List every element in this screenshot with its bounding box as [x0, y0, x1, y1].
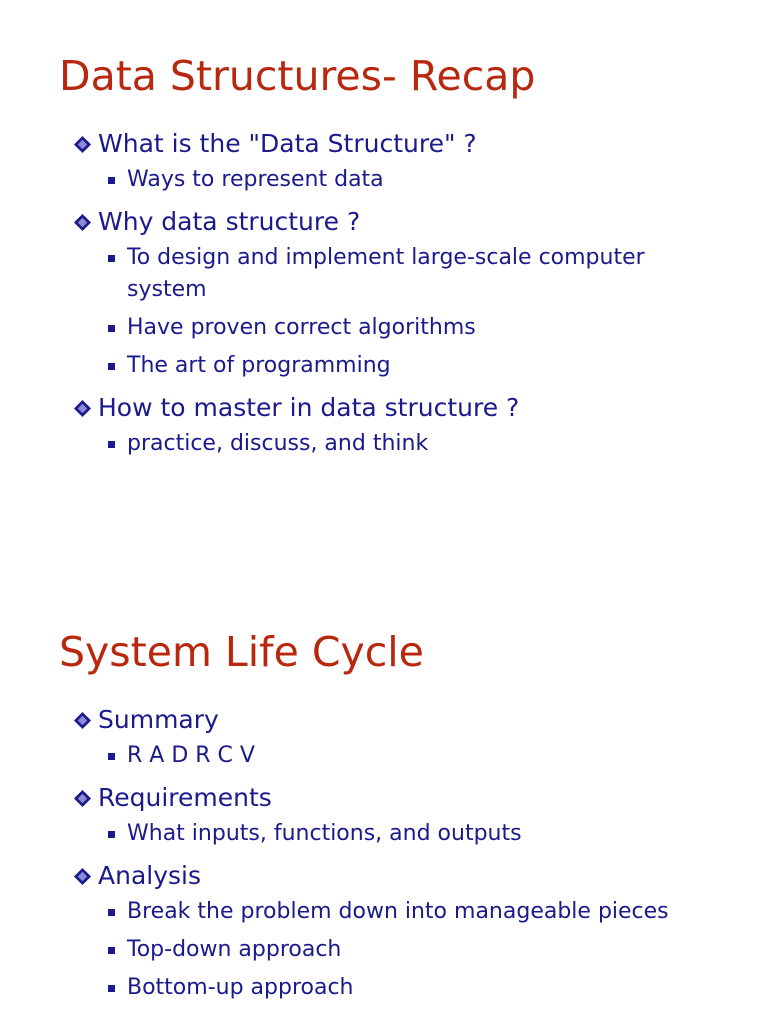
sub-bullet-item: [70, 428, 730, 460]
sub-bullet-item: [70, 740, 730, 772]
sub-bullet-list: [70, 740, 730, 772]
sub-bullet-item: [70, 934, 730, 966]
bullet-list: [70, 700, 730, 1010]
bullet-item: [70, 856, 730, 896]
diamond-bullet-icon: [73, 789, 92, 808]
diamond-bullet-icon: [73, 135, 92, 154]
sub-bullet-list: [70, 164, 730, 196]
sub-bullet-item: [70, 164, 730, 196]
square-bullet-icon: [108, 363, 115, 370]
square-bullet-icon: [108, 947, 115, 954]
slide-title: System Life Cycle: [59, 628, 424, 676]
bullet-item: [70, 202, 730, 242]
diamond-bullet-icon: [73, 867, 92, 886]
sub-bullet-list: [70, 242, 730, 382]
bullet-item: [70, 778, 730, 818]
sub-bullet-text: To design and implement large-scale computer system: [127, 245, 645, 302]
sub-bullet-item: [70, 972, 730, 1004]
bullet-text: Analysis: [98, 861, 202, 890]
bullet-text: How to master in data structure ?: [98, 393, 520, 422]
sub-bullet-text: What inputs, functions, and outputs: [127, 821, 522, 846]
sub-bullet-group: [70, 164, 730, 196]
square-bullet-icon: [108, 985, 115, 992]
square-bullet-icon: [108, 177, 115, 184]
square-bullet-icon: [108, 831, 115, 838]
sub-bullet-group: [70, 896, 730, 1004]
bullet-item: [70, 124, 730, 164]
sub-bullet-group: [70, 740, 730, 772]
bullet-text: Why data structure ?: [98, 207, 361, 236]
sub-bullet-text: The art of programming: [127, 353, 391, 378]
sub-bullet-text: R A D R C V: [127, 743, 255, 768]
sub-bullet-item: [70, 242, 730, 306]
sub-bullet-group: [70, 242, 730, 382]
sub-bullet-text: Have proven correct algorithms: [127, 315, 476, 340]
sub-bullet-list: [70, 428, 730, 460]
sub-bullet-text: practice, discuss, and think: [127, 431, 429, 456]
sub-bullet-list: [70, 818, 730, 850]
sub-bullet-item: [70, 312, 730, 344]
square-bullet-icon: [108, 909, 115, 916]
diamond-bullet-icon: [73, 399, 92, 418]
diamond-bullet-icon: [73, 213, 92, 232]
bullet-item: [70, 388, 730, 428]
sub-bullet-group: [70, 428, 730, 460]
diamond-bullet-icon: [73, 711, 92, 730]
bullet-text: What is the "Data Structure" ?: [98, 129, 477, 158]
bullet-text: Requirements: [98, 783, 272, 812]
sub-bullet-text: Break the problem down into manageable pieces: [127, 899, 669, 924]
sub-bullet-item: [70, 350, 730, 382]
bullet-list: [70, 124, 730, 466]
square-bullet-icon: [108, 753, 115, 760]
sub-bullet-text: Top-down approach: [127, 937, 342, 962]
square-bullet-icon: [108, 255, 115, 262]
slide-system-life-cycle: [0, 512, 768, 1024]
sub-bullet-text: Ways to represent data: [127, 167, 384, 192]
square-bullet-icon: [108, 325, 115, 332]
sub-bullet-group: [70, 818, 730, 850]
sub-bullet-text: Bottom-up approach: [127, 975, 354, 1000]
sub-bullet-list: [70, 896, 730, 1004]
bullet-item: [70, 700, 730, 740]
bullet-text: Summary: [98, 705, 219, 734]
slide-title: Data Structures- Recap: [59, 52, 536, 100]
sub-bullet-item: [70, 818, 730, 850]
square-bullet-icon: [108, 441, 115, 448]
sub-bullet-item: [70, 896, 730, 928]
